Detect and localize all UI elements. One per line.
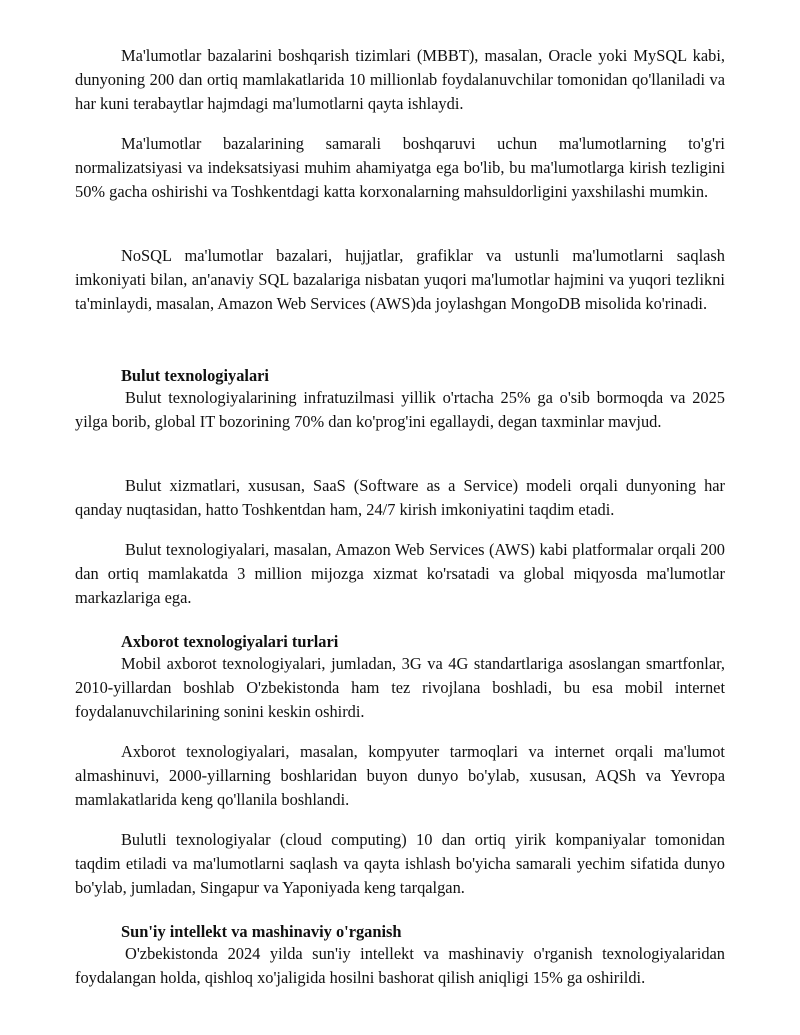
paragraph-cloud-infrastructure: Bulut texnologiyalarining infratuzilmasi yillik o'rtacha 25% ga o'sib bormoqda va 2025 yilga borib, global IT bozorining 70% dan ko'prog'ini egallaydi, degan taxminlar mavjud. bbox=[75, 388, 725, 431]
paragraph-ai-agriculture: O'zbekistonda 2024 yilda sun'iy intellekt va mashinaviy o'rganish texnologiyalaridan foydalangan holda, qishloq xo'jaligida hosilni bashorat qilish aniqligi 15% ga oshirildi. bbox=[75, 944, 725, 987]
paragraph-normalization: Ma'lumotlar bazalarining samarali boshqaruvi uchun ma'lumotlarning to'g'ri normalizatsiyasi va indeksatsiyasi muhim ahamiyatga ega bo'lib, bu ma'lumotlarga kirish tezligini 50% gacha oshirishi va Toshkentdagi katta korxonalarning mahsuldorligini yaxshilashi mumkin. bbox=[75, 134, 725, 201]
paragraph-networks: Axborot texnologiyalari, masalan, kompyuter tarmoqlari va internet orqali ma'lumot almashinuvi, 2000-yillarning boshlaridan buyon dunyo bo'ylab, xususan, AQSh va Yevropa mamlakatlarida keng qo'llanila boshlandi. bbox=[75, 742, 725, 809]
paragraph-cloud-saas: Bulut xizmatlari, xususan, SaaS (Software as a Service) modeli orqali dunyoning har qanday nuqtasidan, hatto Toshkentdan ham, 24/7 kirish imkoniyatini taqdim etadi. bbox=[75, 476, 725, 519]
heading-ai-ml: Sun'iy intellekt va mashinaviy o'rganish bbox=[121, 922, 402, 941]
heading-it-types: Axborot texnologiyalari turlari bbox=[121, 632, 339, 651]
paragraph-mbbt: Ma'lumotlar bazalarini boshqarish tizimlari (MBBT), masalan, Oracle yoki MySQL kabi, dunyoning 200 dan ortiq mamlakatlarida 10 millionlab foydalanuvchilar tomonidan qo'llaniladi va har kuni terabaytlar hajmdagi ma'lumotlarni qayta ishlaydi. bbox=[75, 46, 725, 113]
paragraph-mobile-it: Mobil axborot texnologiyalari, jumladan, 3G va 4G standartlariga asoslangan smartfonlar, 2010-yillardan boshlab O'zbekistonda ham tez rivojlana boshladi, bu esa mobil internet foydalanuvchilarining sonini keskin oshirdi. bbox=[75, 654, 725, 721]
paragraph-cloud-aws: Bulut texnologiyalari, masalan, Amazon Web Services (AWS) kabi platformalar orqali 200 dan ortiq mamlakatda 3 million mijozga xizmat ko'rsatadi va global miqyosda ma'lumotlar markazlariga ega. bbox=[75, 540, 725, 607]
heading-cloud-technologies: Bulut texnologiyalari bbox=[121, 366, 269, 385]
paragraph-nosql: NoSQL ma'lumotlar bazalari, hujjatlar, grafiklar va ustunli ma'lumotlarni saqlash imkoniyati bilan, an'anaviy SQL bazalariga nisbatan yuqori ma'lumotlar hajmini va yuqori tezlikni ta'minlaydi, masalan, Amazon Web Services (AWS)da joylashgan MongoDB misolida ko'rinadi. bbox=[75, 246, 725, 313]
paragraph-cloud-computing: Bulutli texnologiyalar (cloud computing) 10 dan ortiq yirik kompaniyalar tomonidan taqdim etiladi va ma'lumotlarni saqlash va qayta ishlash bo'yicha samarali yechim sifatida dunyo bo'ylab, jumladan, Singapur va Yaponiyada keng tarqalgan. bbox=[75, 830, 725, 897]
